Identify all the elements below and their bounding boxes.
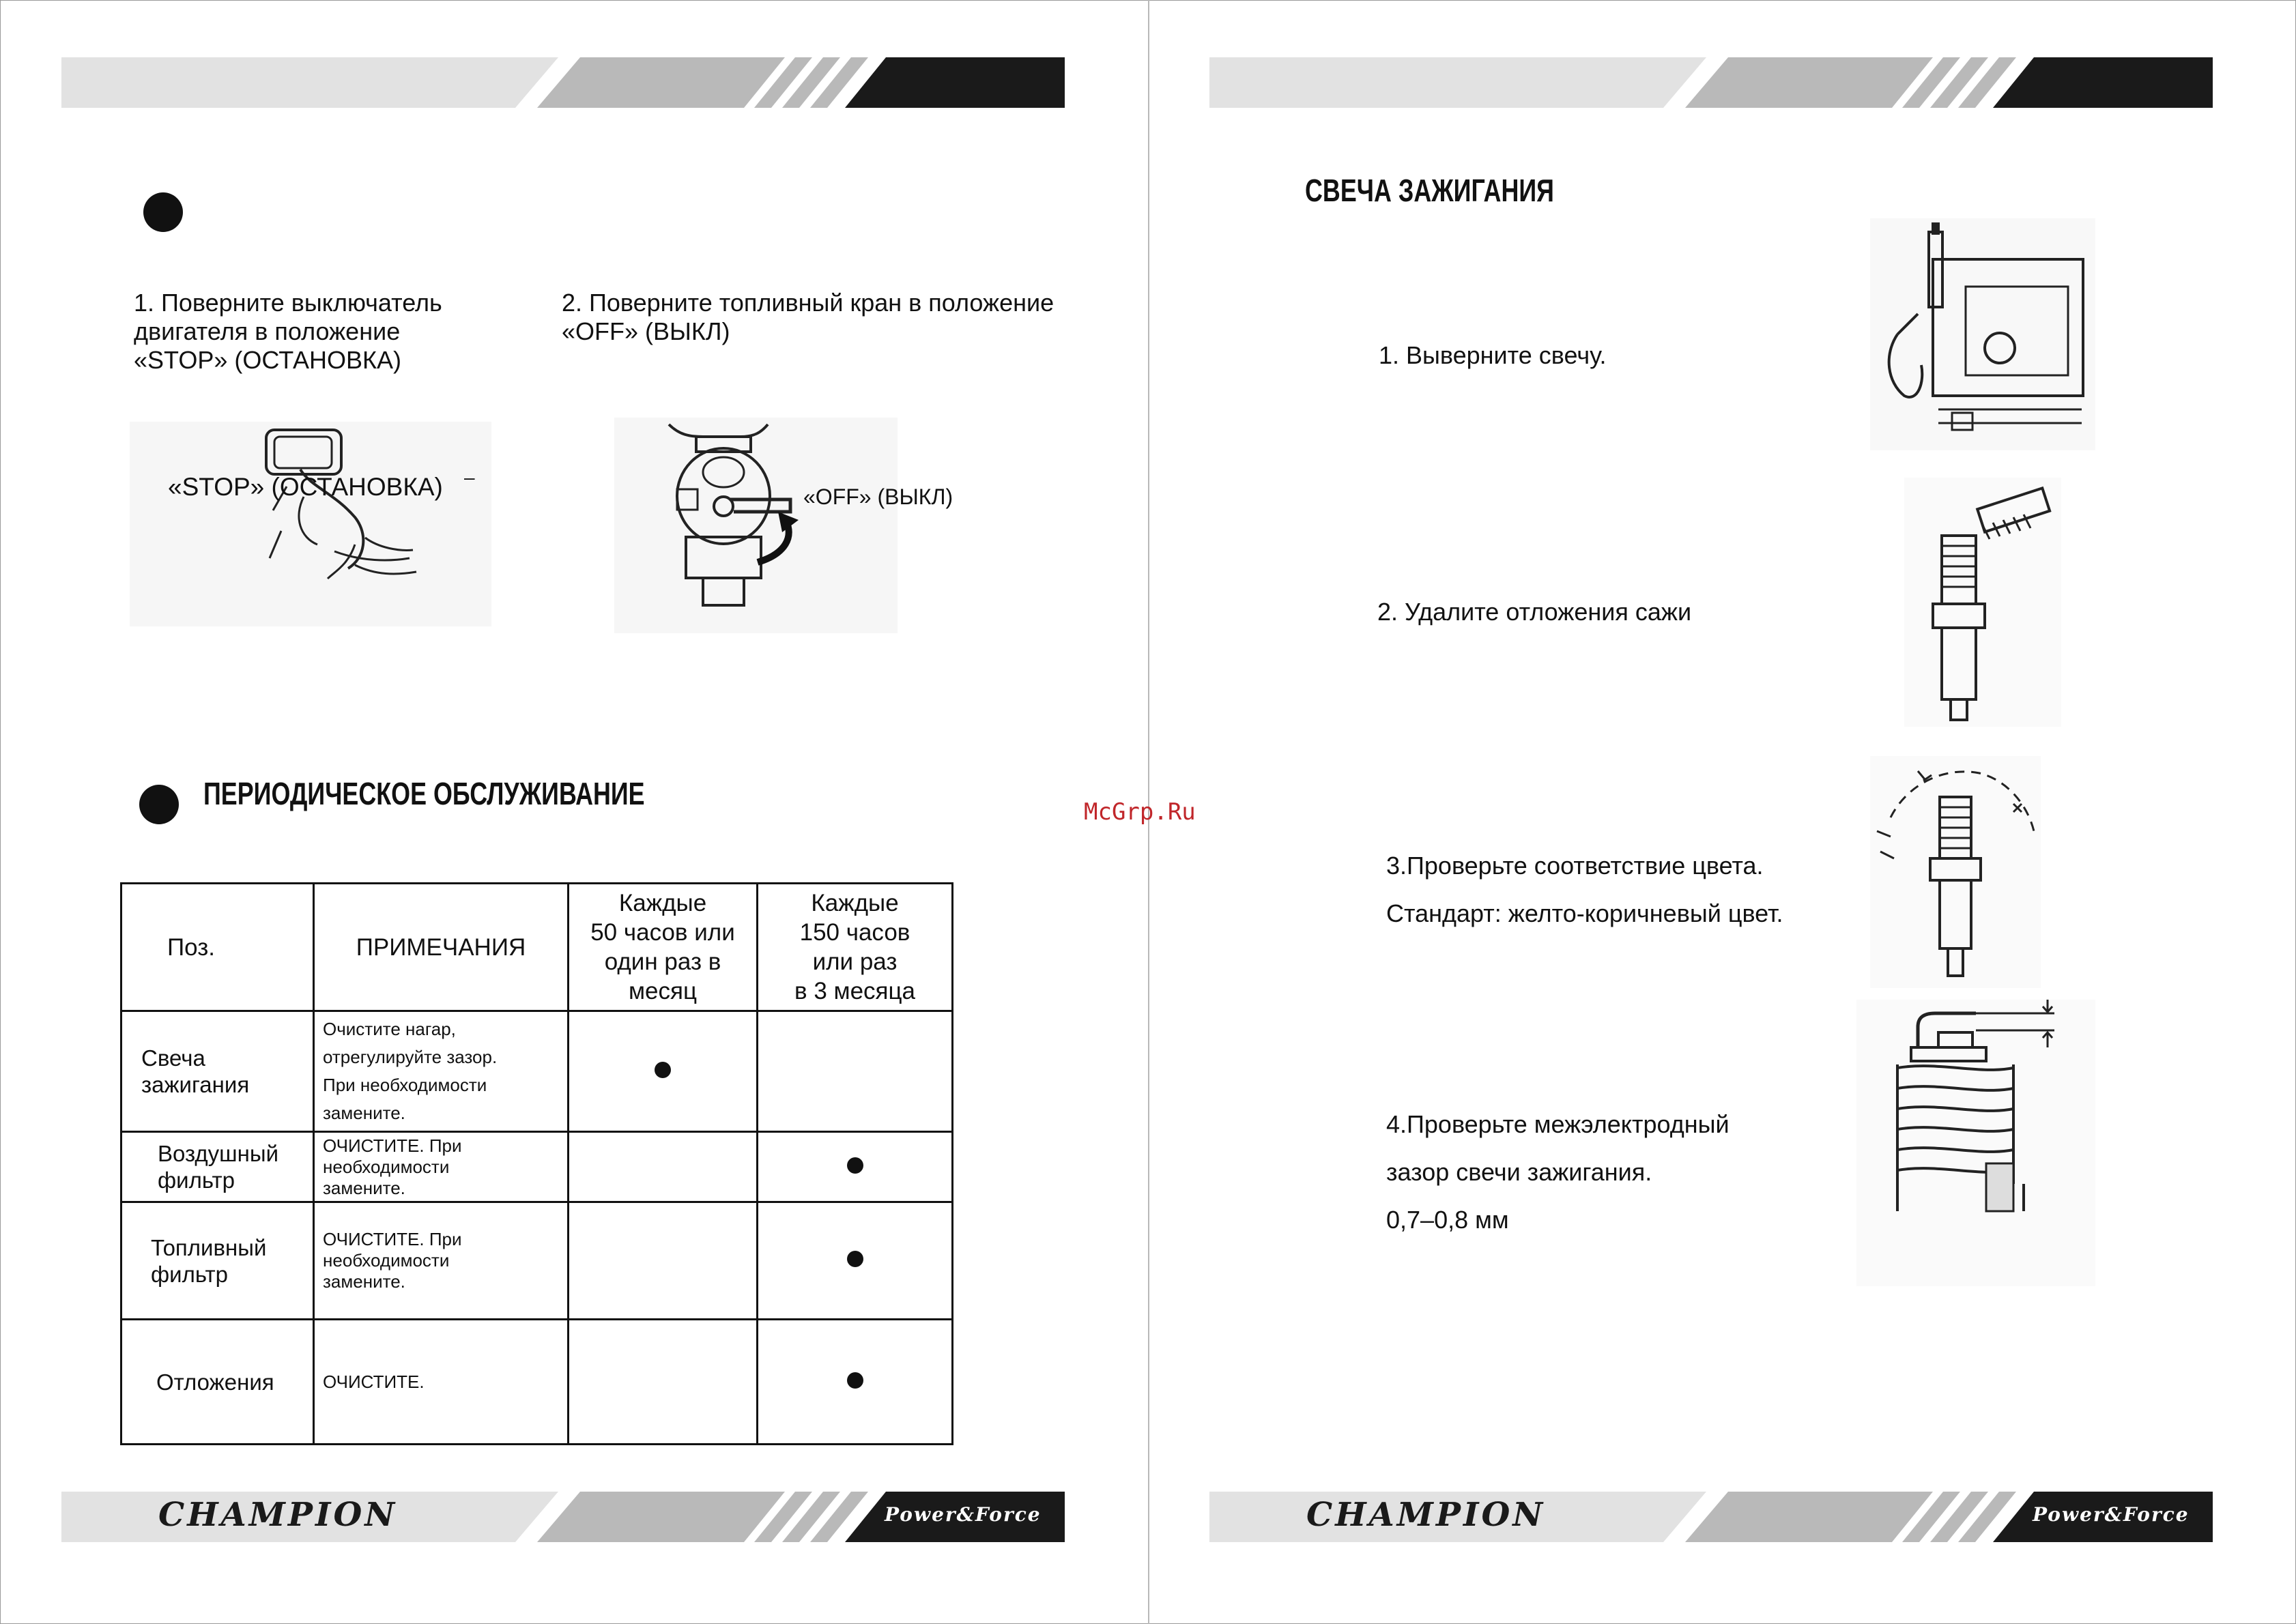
plug-step-4c: 0,7–0,8 мм: [1386, 1206, 1509, 1234]
check-dot: [847, 1157, 863, 1174]
check-dot: [847, 1372, 863, 1389]
plug-step-4b: зазор свечи зажигания.: [1386, 1158, 1652, 1186]
power-force-right: Power&Force: [2033, 1503, 2190, 1526]
row-every-150h: [758, 1132, 953, 1202]
table-header-row: [121, 884, 953, 1011]
maintenance-bullet: [139, 785, 179, 824]
check-color-illustration: [1870, 756, 2041, 988]
row-note: Очистите нагар, отрегулируйте зазор. При необходимости замените.: [314, 1011, 569, 1132]
row-note: ОЧИСТИТЕ. При необходимости замените.: [314, 1132, 569, 1202]
check-dot: [847, 1251, 863, 1267]
header-band-right: [1209, 57, 2213, 108]
engine-switch-illustration: [130, 422, 491, 626]
champion-logo-right: CHAMPION: [1306, 1496, 1546, 1534]
plug-step-4a: 4.Проверьте межэлектродный: [1386, 1110, 1730, 1138]
row-every-150h: [758, 1320, 953, 1445]
maintenance-table: [120, 882, 953, 1445]
maintenance-heading: ПЕРИОДИЧЕСКОЕ ОБСЛУЖИВАНИЕ: [203, 776, 645, 811]
row-pos: Воздушный фильтр: [121, 1132, 314, 1202]
electrode-gap-illustration: [1856, 1000, 2095, 1286]
power-force-left: Power&Force: [885, 1503, 1042, 1526]
header-notes: ПРИМЕЧАНИЯ: [314, 884, 569, 1011]
table-row: [121, 1202, 953, 1320]
row-pos: Отложения: [121, 1320, 314, 1445]
plug-step-2: 2. Удалите отложения сажи: [1377, 598, 1692, 626]
watermark: McGrp.Ru: [1084, 798, 1196, 826]
remove-plug-illustration: [1870, 218, 2095, 450]
check-dot: [655, 1062, 671, 1078]
header-every-150h: Каждые 150 часов или раз в 3 месяца: [758, 884, 953, 1011]
row-every-50h: [569, 1011, 758, 1132]
section-bullet: [143, 192, 183, 232]
row-every-50h: [569, 1320, 758, 1445]
plug-step-1: 1. Выверните свечу.: [1379, 341, 1607, 369]
row-pos: Топливный фильтр: [121, 1202, 314, 1320]
table-row: [121, 1011, 953, 1132]
off-valve-label: «OFF» (ВЫКЛ): [803, 484, 953, 509]
row-every-150h: [758, 1202, 953, 1320]
row-note: ОЧИСТИТЕ. При необходимости замените.: [314, 1202, 569, 1320]
spark-plug-heading: СВЕЧА ЗАЖИГАНИЯ: [1305, 173, 1554, 208]
header-pos: Поз.: [121, 884, 314, 1011]
header-every-50h: Каждые 50 часов или один раз в месяц: [569, 884, 758, 1011]
plug-step-3b: Стандарт: желто-коричневый цвет.: [1386, 899, 1783, 927]
stop-step-1: 1. Поверните выключатель двигателя в положение «STOP» (ОСТАНОВКА): [134, 289, 442, 374]
stop-switch-minus: –: [464, 467, 475, 488]
header-band-left: [61, 57, 1065, 108]
table-row: [121, 1320, 953, 1445]
table-row: [121, 1132, 953, 1202]
row-pos: Свеча зажигания: [121, 1011, 314, 1132]
champion-logo-left: CHAMPION: [158, 1496, 398, 1534]
fuel-valve-illustration: [614, 418, 898, 633]
row-every-150h: [758, 1011, 953, 1132]
row-every-50h: [569, 1132, 758, 1202]
plug-step-3a: 3.Проверьте соответствие цвета.: [1386, 852, 1764, 880]
stop-step-2: 2. Поверните топливный кран в положение «OFF» (ВЫКЛ): [562, 289, 1054, 345]
stop-switch-label: «STOP» (ОСТАНОВКА): [168, 473, 443, 501]
row-every-50h: [569, 1202, 758, 1320]
row-note: ОЧИСТИТЕ.: [314, 1320, 569, 1445]
clean-plug-illustration: [1904, 478, 2061, 727]
